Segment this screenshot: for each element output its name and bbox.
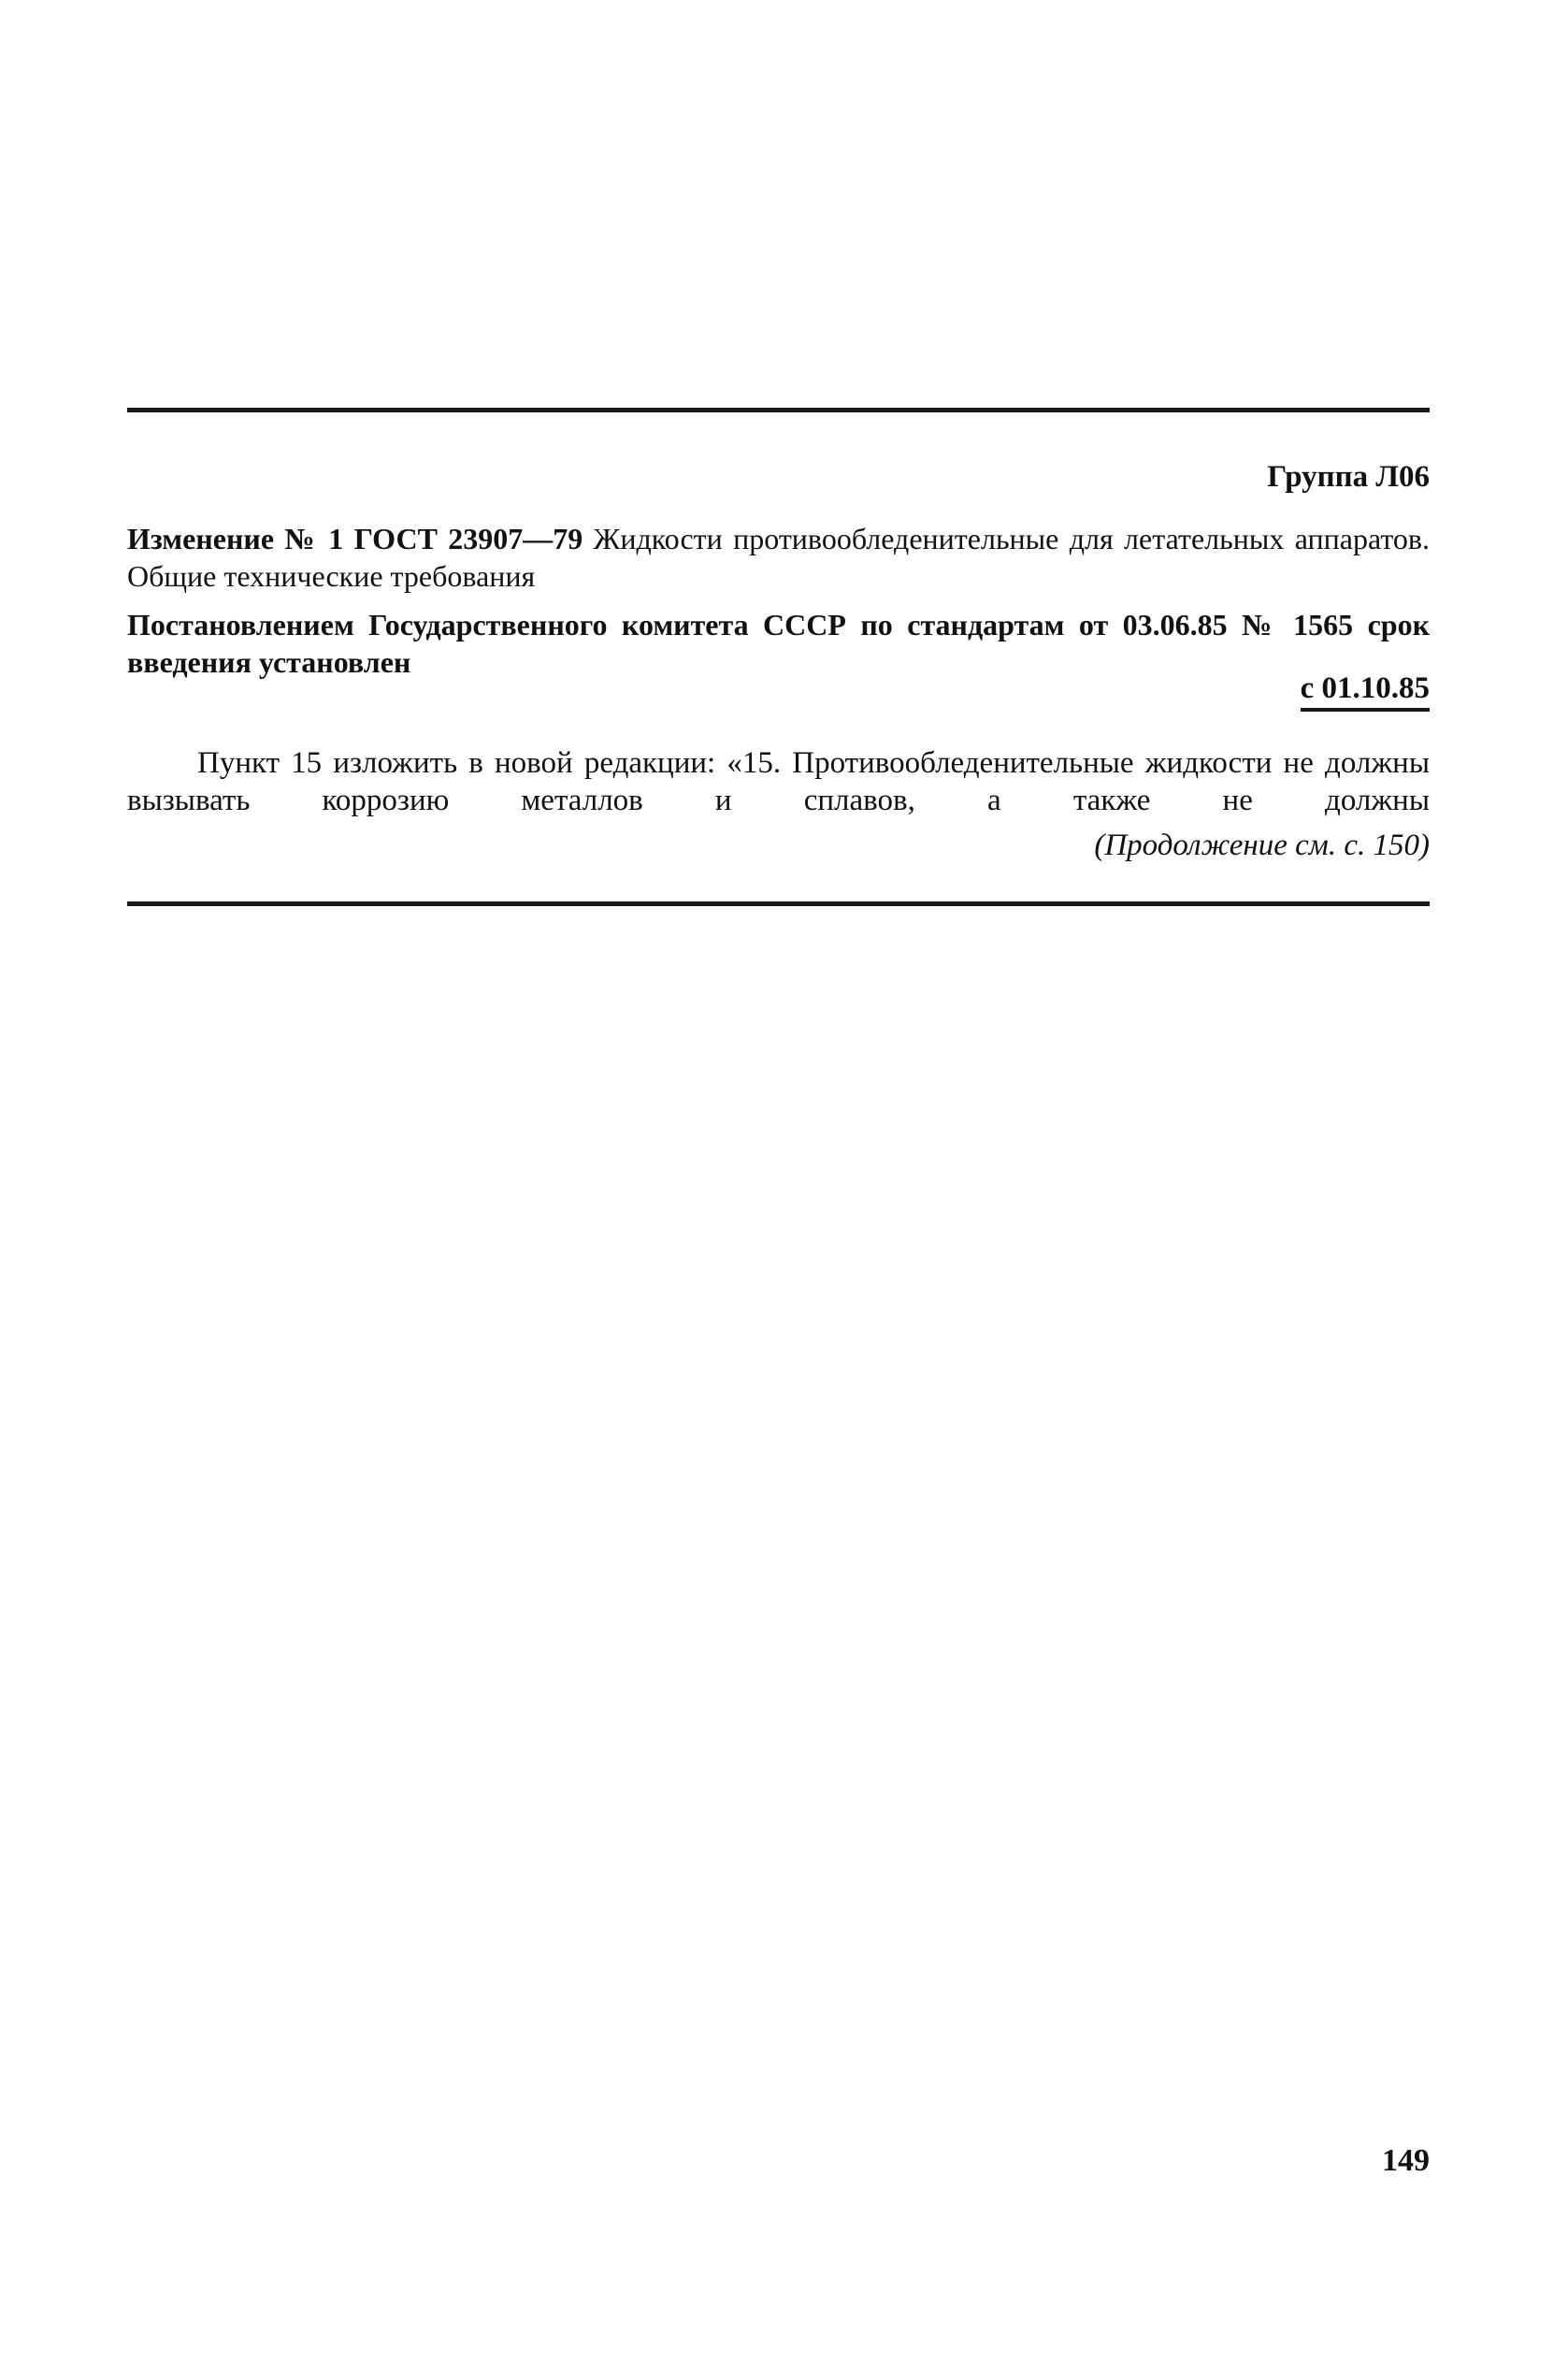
body-paragraph: Пункт 15 изложить в новой редакции: «15. Противообледенительные жидкости не должны вызывать коррозию металлов и сплавов, а также не должны [127,746,1430,817]
effective-date [127,670,1430,712]
bottom-rule [127,901,1430,906]
decree-text: Постановлением Государственного комитета СССР по стандартам от 03.06.85 № 1565 срок введения установлен [127,608,1430,679]
effective-date-value: с 01.10.85 [1301,670,1430,712]
change-title-rest: Жидкости противообледенительные для летательных аппаратов. Общие технические требования [127,522,1431,593]
top-rule [127,408,1430,412]
change-title-bold: Изменение № 1 ГОСТ 23907—79 [127,522,583,555]
page-number: 149 [1382,2143,1430,2178]
continued-note: (Продолжение см. с. 150) [1094,829,1430,862]
change-title [127,520,1430,595]
group-code: Группа Л06 [1267,460,1430,494]
